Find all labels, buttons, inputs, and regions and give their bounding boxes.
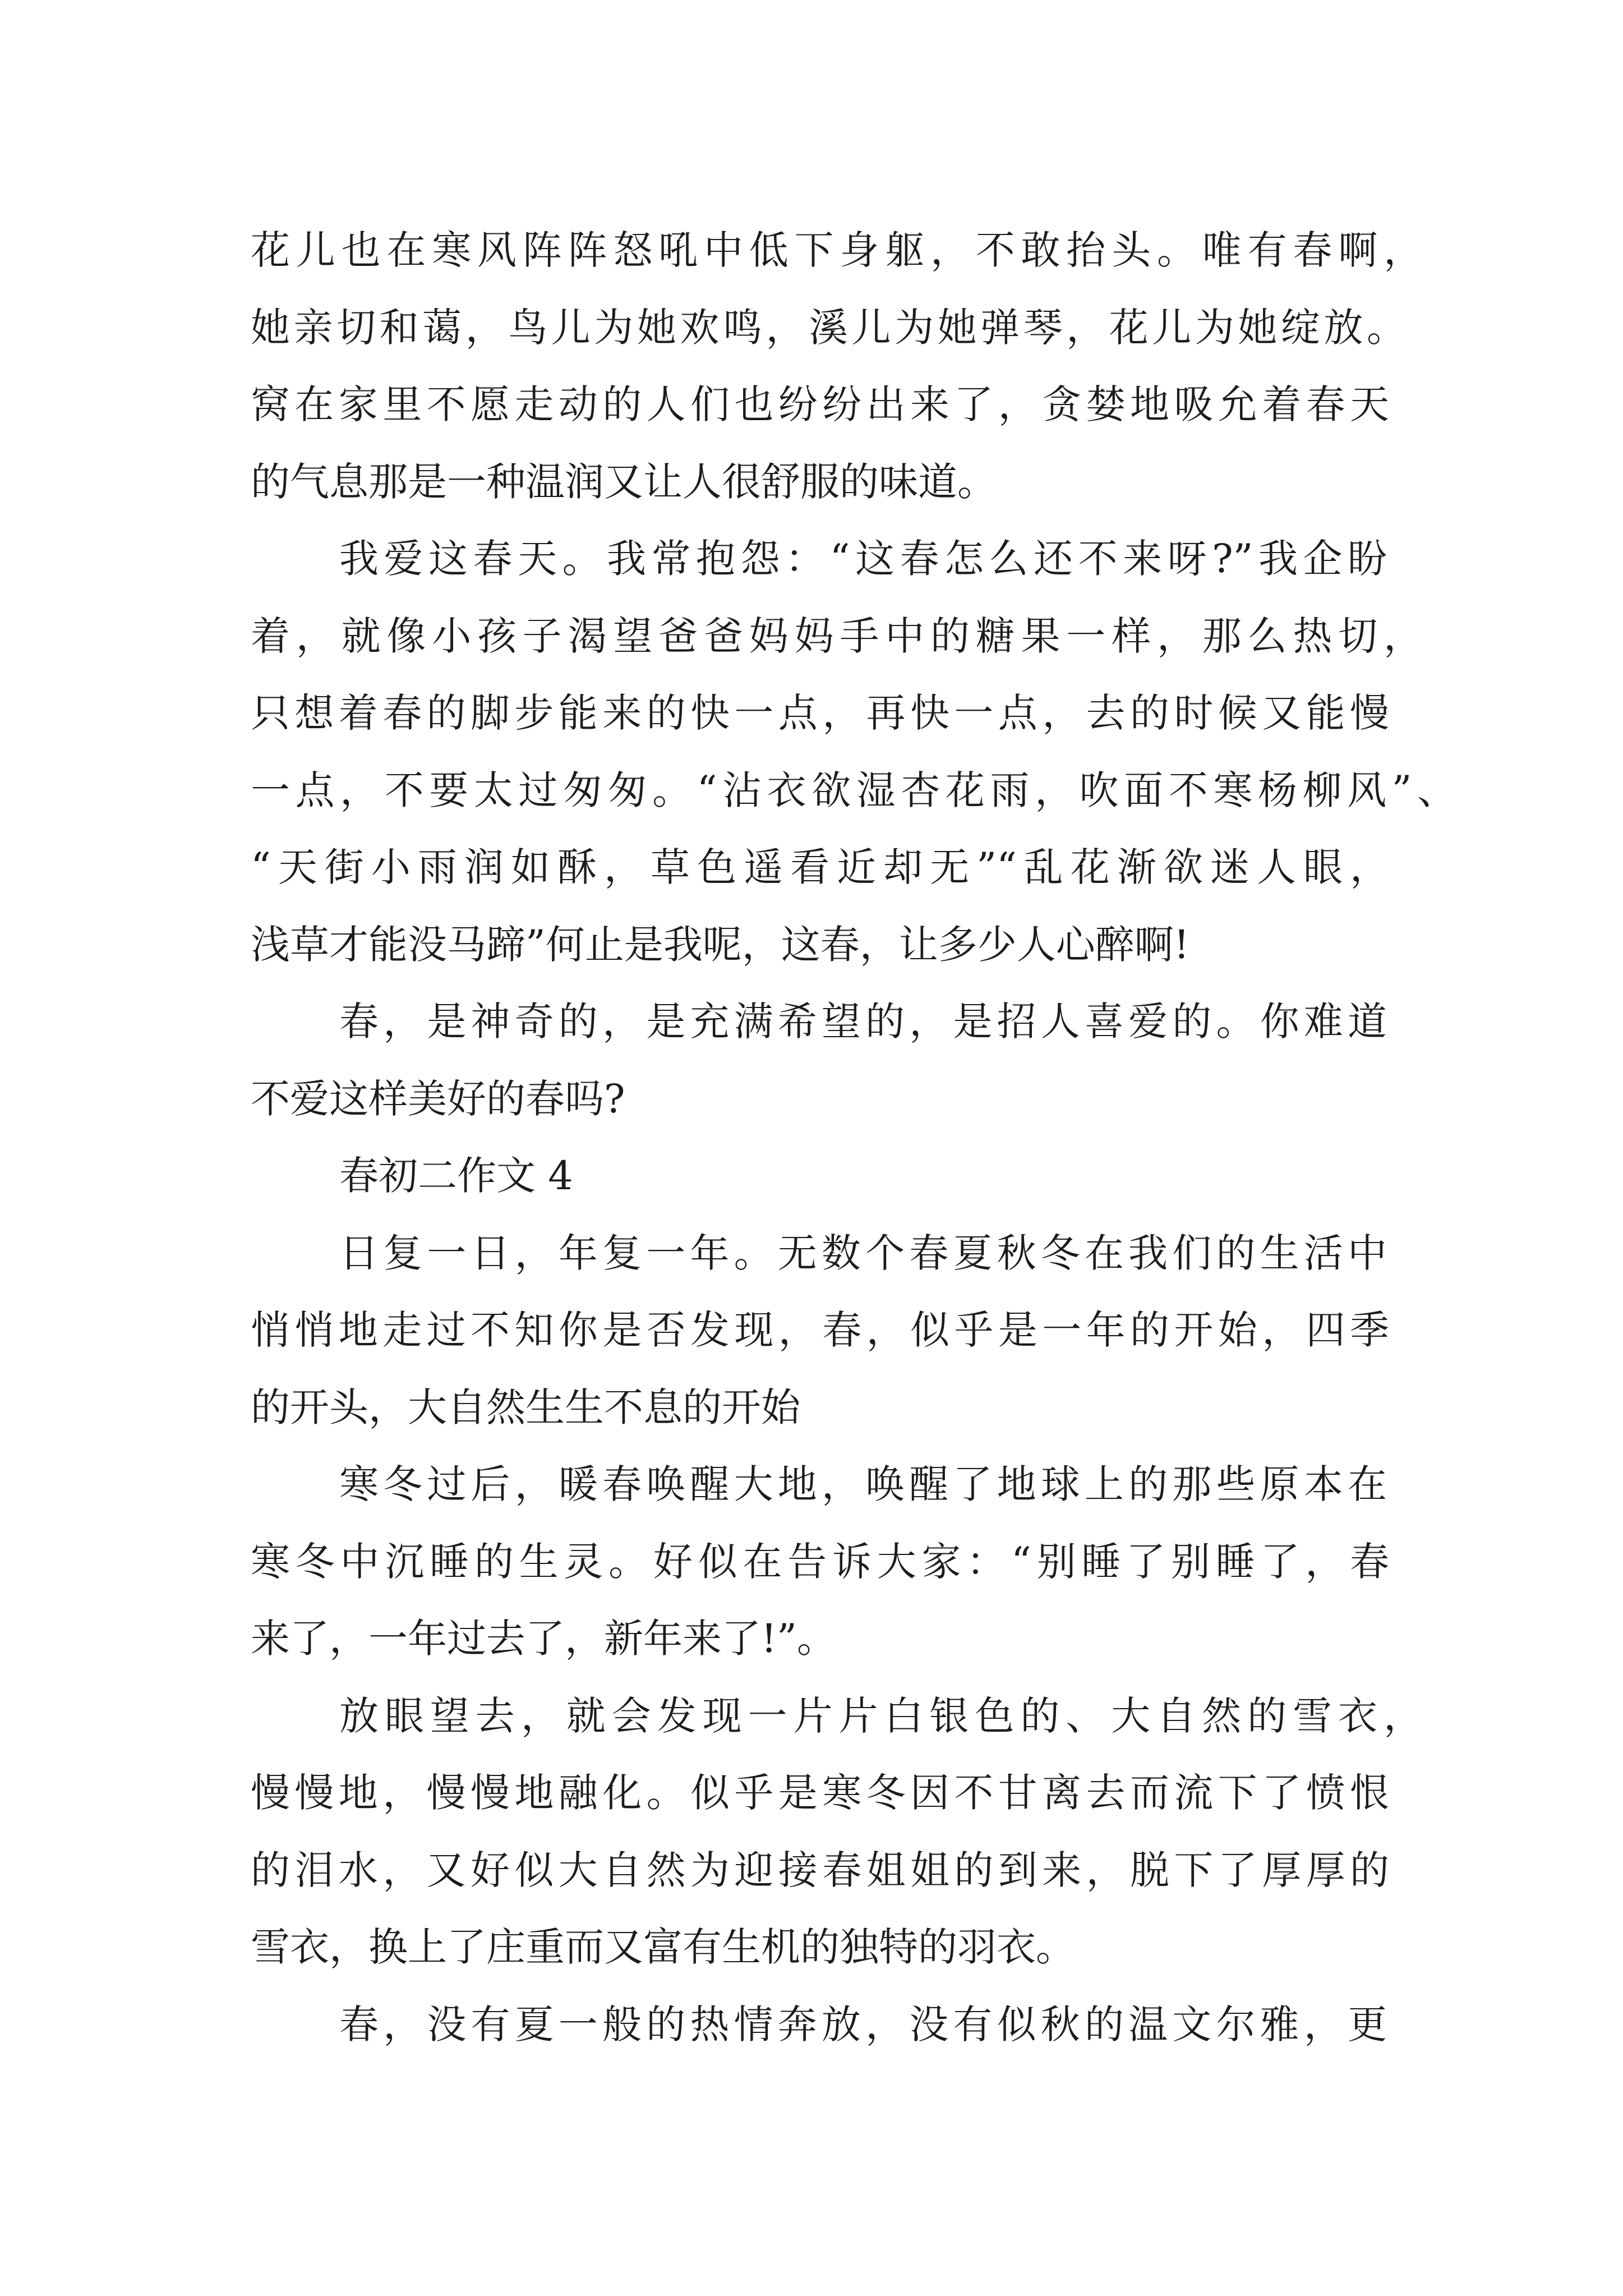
text-line: 日复一日，年复一年。无数个春夏秋冬在我们的生活中 — [339, 1230, 1387, 1276]
text-line: 寒冬中沉睡的生灵。好似在告诉大家：“别睡了别睡了，春 — [251, 1538, 1389, 1585]
text-line: 不爱这样美好的春吗? — [251, 1075, 625, 1122]
text-line: 寒冬过后，暖春唤醒大地，唤醒了地球上的那些原本在 — [339, 1461, 1387, 1507]
text-line: 浅草才能没马蹄”何止是我呢，这春，让多少人心醉啊! — [251, 921, 1189, 968]
text-line: 的开头，大自然生生不息的开始 — [251, 1384, 800, 1430]
paragraph — [251, 212, 1484, 521]
text-line: 放眼望去，就会发现一片片白银色的、大自然的雪衣， — [339, 1692, 1423, 1739]
text-column — [251, 212, 1484, 2063]
text-line: 花儿也在寒风阵阵怒吼中低下身躯，不敢抬头。唯有春啊， — [251, 227, 1423, 273]
text-line: 一点，不要太过匆匆。“沾衣欲湿杏花雨，吹面不寒杨柳风”、 — [251, 767, 1456, 813]
text-line: 窝在家里不愿走动的人们也纷纷出来了，贪婪地吸允着春天 — [251, 381, 1389, 427]
text-line: 的泪水，又好似大自然为迎接春姐姐的到来，脱下了厚厚的 — [251, 1847, 1389, 1893]
paragraph — [251, 1986, 1484, 2064]
text-line: 春，是神奇的，是充满希望的，是招人喜爱的。你难道 — [339, 999, 1387, 1045]
paragraph — [251, 1446, 1484, 1678]
text-line: 春，没有夏一般的热情奔放，没有似秋的温文尔雅，更 — [339, 2001, 1387, 2047]
text-line: 我爱这春天。我常抱怨：“这春怎么还不来呀?”我企盼 — [339, 536, 1387, 582]
paragraph — [251, 1678, 1484, 1986]
text-line: 的气息那是一种温润又让人很舒服的味道。 — [251, 458, 997, 505]
text-line: 雪衣，换上了庄重而又富有生机的独特的羽衣。 — [251, 1924, 1075, 1970]
paragraph — [251, 521, 1484, 983]
section-title: 春初二作文 4 — [339, 1153, 573, 1199]
text-line: “天街小雨润如酥，草色遥看近却无”“乱花渐欲迷人眼， — [251, 844, 1389, 890]
text-line: 悄悄地走过不知你是否发现，春，似乎是一年的开始，四季 — [251, 1307, 1389, 1353]
paragraph — [251, 1215, 1484, 1447]
paragraph — [251, 983, 1484, 1138]
text-line: 来了，一年过去了，新年来了!”。 — [251, 1616, 836, 1662]
text-line: 只想着春的脚步能来的快一点，再快一点，去的时候又能慢 — [251, 690, 1389, 736]
text-line: 慢慢地，慢慢地融化。似乎是寒冬因不甘离去而流下了愤恨 — [251, 1770, 1389, 1816]
text-line: 着，就像小孩子渴望爸爸妈妈手中的糖果一样，那么热切， — [251, 613, 1423, 659]
text-line: 她亲切和蔼，鸟儿为她欢鸣，溪儿为她弹琴，花儿为她绽放。 — [251, 304, 1406, 351]
